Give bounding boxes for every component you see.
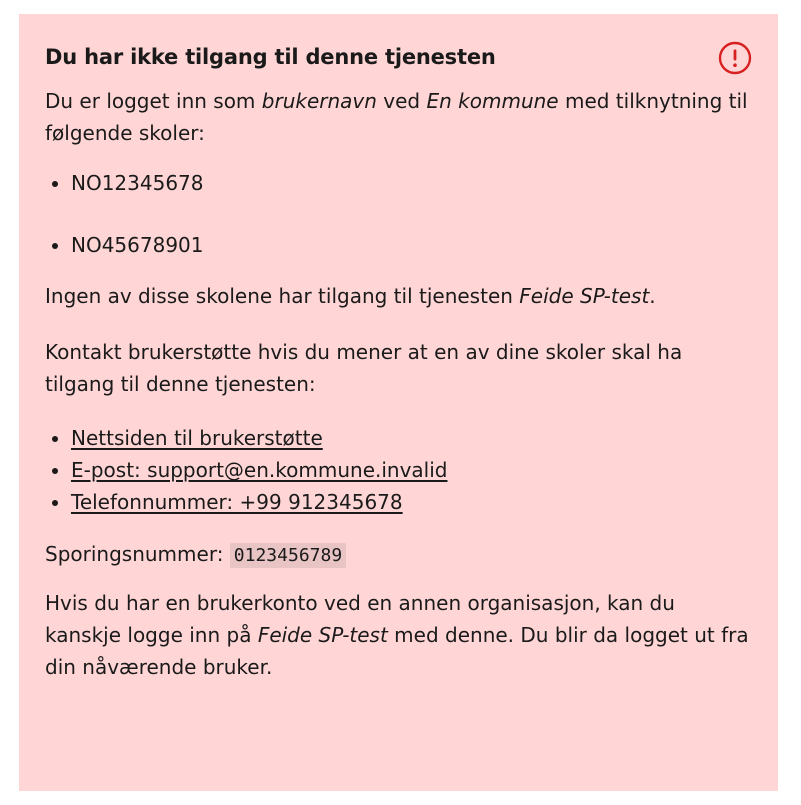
support-link-item (71, 422, 752, 454)
support-links-list (45, 422, 752, 518)
no-access-text (45, 280, 752, 312)
alert-title: Du har ikke tilgang til denne tjenesten (45, 45, 496, 69)
support-phone-link[interactable]: Telefonnummer: +99 912345678 (71, 490, 403, 514)
intro-text-end: med tilknytning til følgende skoler: (45, 89, 748, 145)
exclamation-circle-icon (718, 41, 752, 75)
intro-text-start: Du er logget inn som (45, 89, 262, 113)
school-list-item: • NO45678901 (71, 229, 752, 261)
other-org-text-end: med denne. Du blir da logget ut fra din nåværende bruker. (45, 623, 749, 679)
tracking-number-line (45, 538, 752, 572)
no-access-text-start: Ingen av disse skolene har tilgang til tjenesten (45, 284, 520, 308)
intro-text-mid: ved (376, 89, 427, 113)
support-link-item (71, 454, 752, 486)
support-email-link[interactable]: E-post: support@en.kommune.invalid (71, 458, 448, 482)
login-info-text (45, 85, 752, 149)
other-org-text-start: Hvis du har en brukerkonto ved en annen organisasjon, kan du kanskje logge inn på (45, 591, 675, 647)
username: brukernavn (261, 89, 377, 113)
tracking-number-value: 0123456789 (230, 543, 346, 568)
support-website-link[interactable]: Nettsiden til brukerstøtte (71, 426, 323, 450)
service-name: Feide SP-test (519, 284, 650, 308)
other-organization-text (45, 587, 752, 683)
support-link-item (71, 486, 752, 518)
contact-support-text: Kontakt brukerstøtte hvis du mener at en av dine skoler skal ha tilgang til denne tjenesten: (45, 340, 683, 396)
no-access-text-end: . (649, 284, 656, 308)
access-denied-alert (19, 14, 778, 791)
organization-name: En kommune (426, 89, 559, 113)
school-list (45, 167, 752, 261)
tracking-number-label: Sporingsnummer: (45, 542, 230, 566)
school-list-item: • NO12345678 (71, 167, 752, 199)
service-name: Feide SP-test (257, 623, 388, 647)
